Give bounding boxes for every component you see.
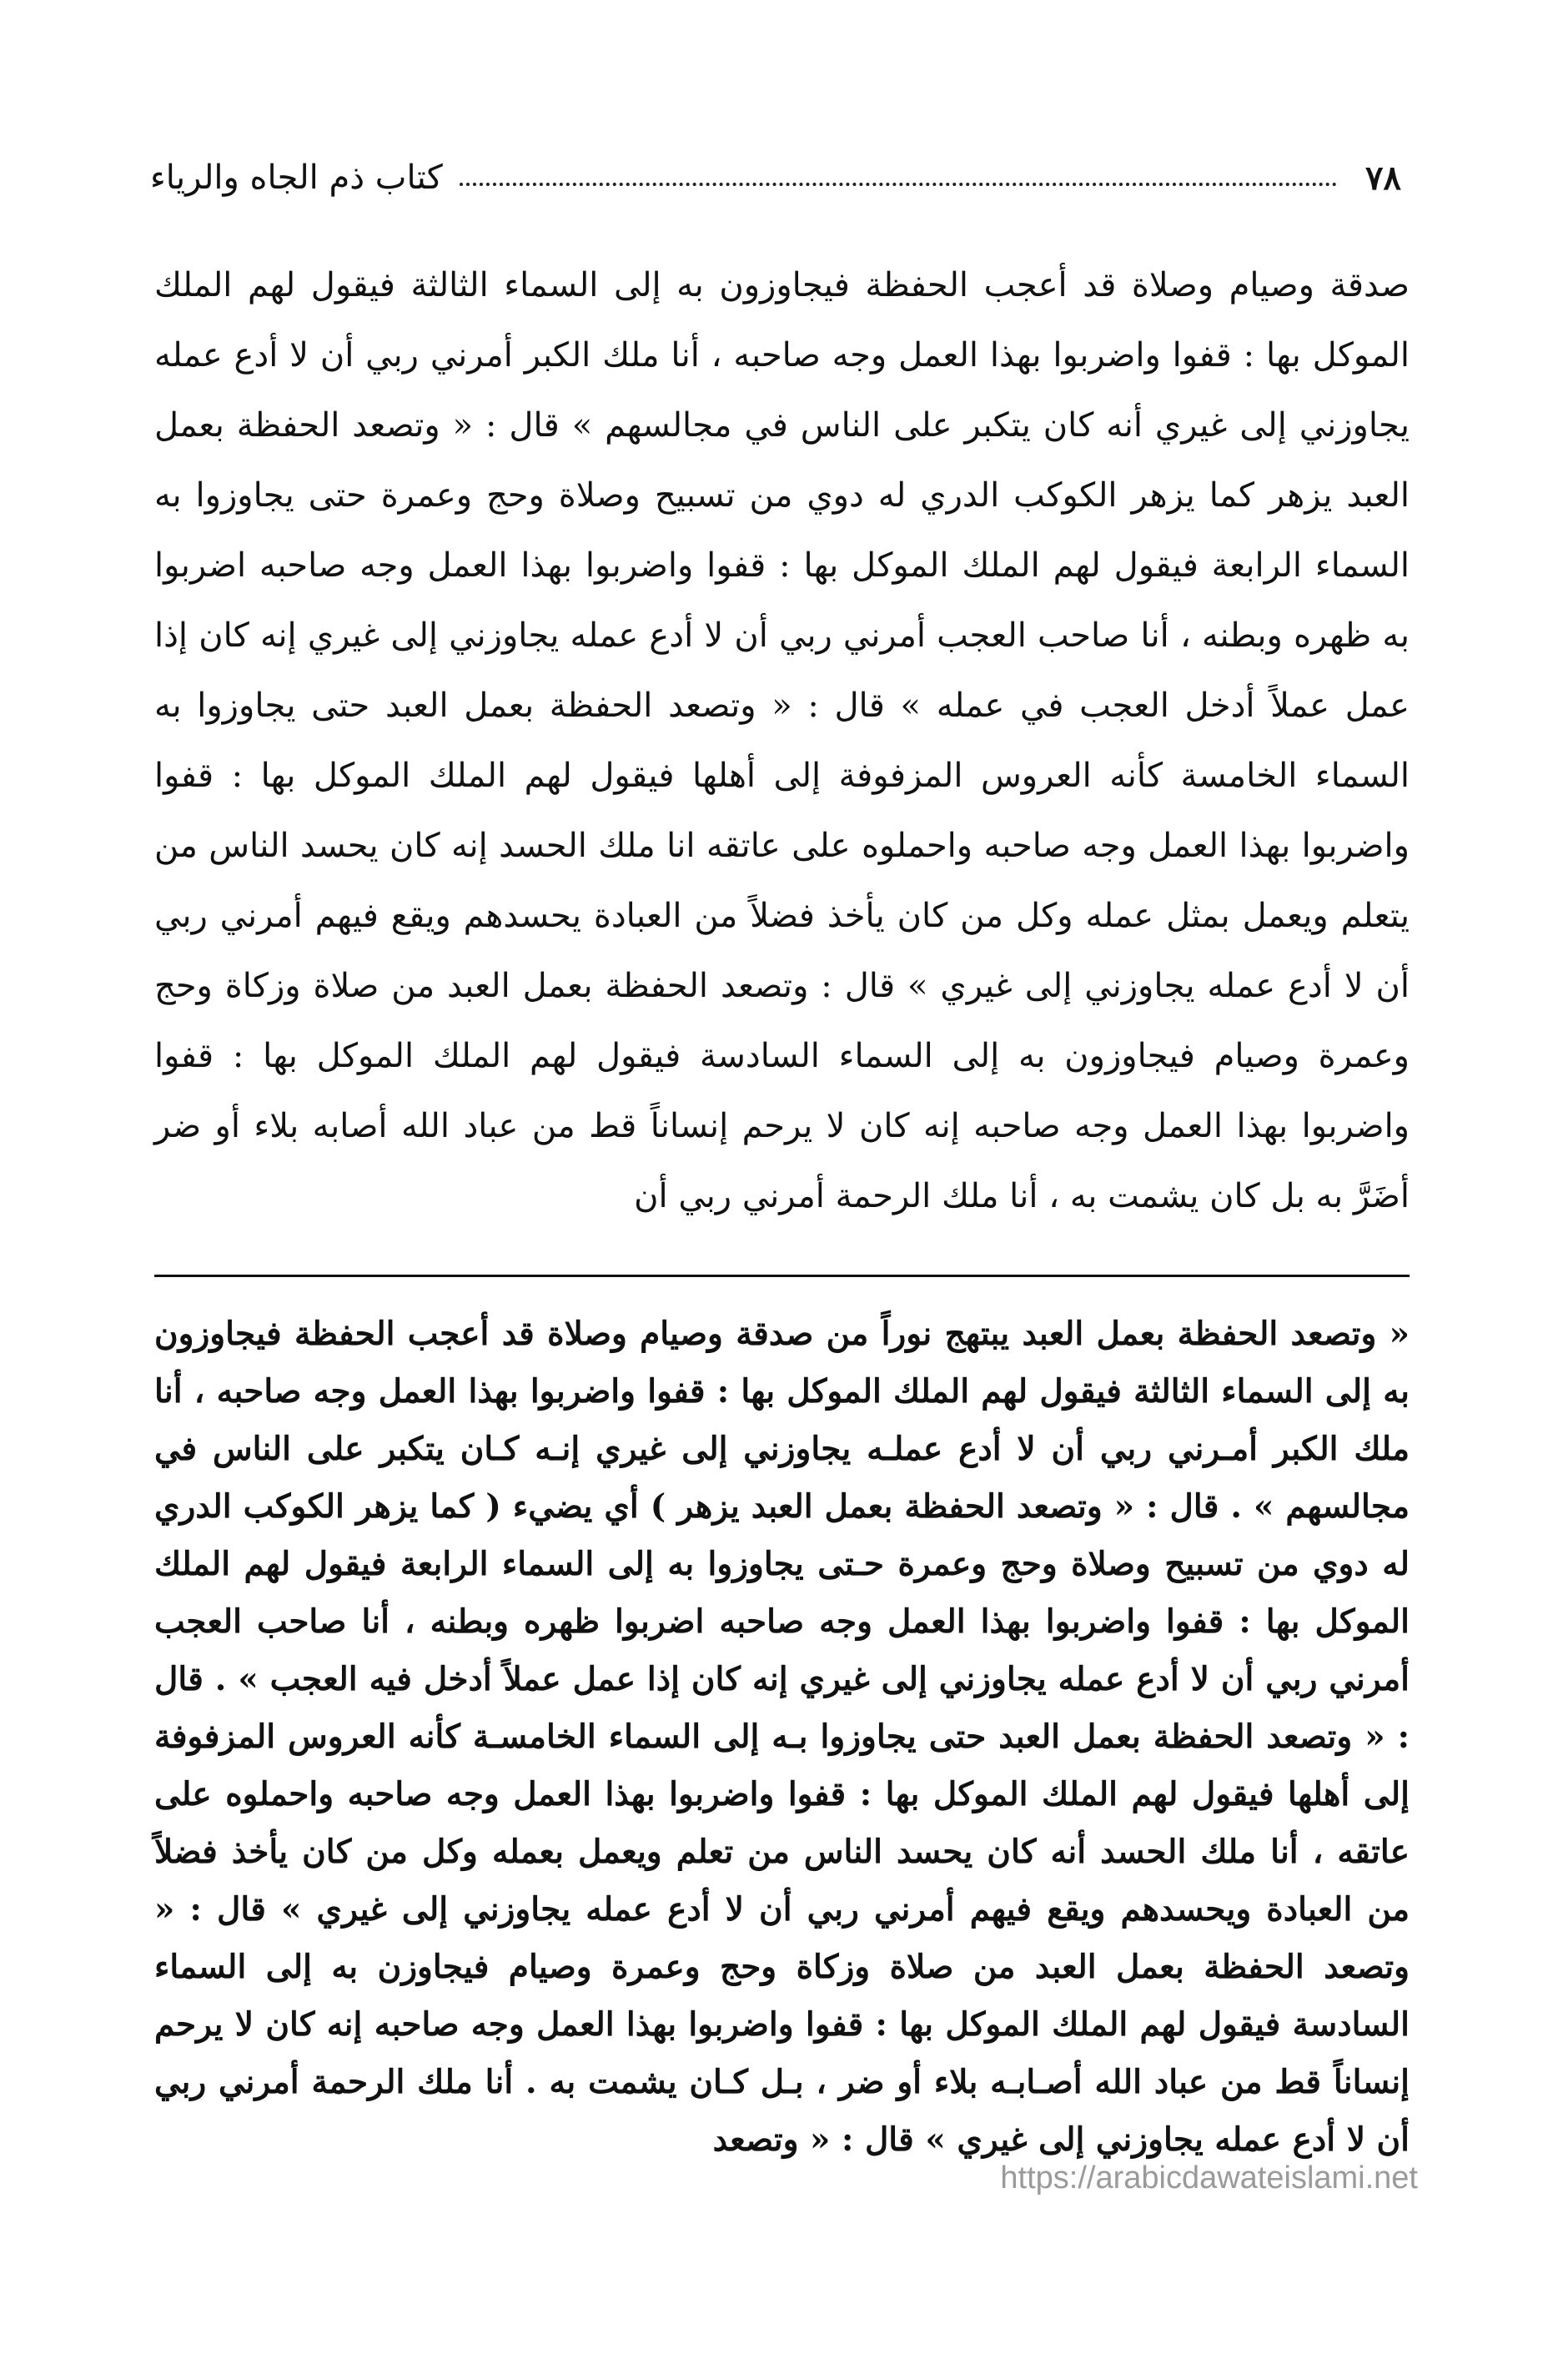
footnote-divider bbox=[154, 1275, 1410, 1277]
page-header bbox=[150, 148, 1401, 207]
running-title: كتاب ذم الجاه والرياء bbox=[150, 158, 443, 197]
header-dotted-leader bbox=[460, 183, 1337, 186]
main-paragraph: صدقة وصيام وصلاة قد أعجب الحفظة فيجاوزون به إلى السماء الثالثة فيقول لهم الملك الموكل بها : قفوا واضربوا بهذا العمل وجه صاحبه ، أنا ملك الكبر أمرني ربي أن لا أدع عمله يجاوزني إلى غيري أنه كان يتكبر على الناس في مجالسهم » قال : « وتصعد الحفظة بعمل العبد يزهر كما يزهر الكوكب الدري له دوي من تسبيح وصلاة وحج وعمرة حتى يجاوزوا به السماء الرابعة فيقول لهم الملك الموكل بها : قفوا واضربوا بهذا العمل وجه صاحبه اضربوا به ظهره وبطنه ، أنا صاحب العجب أمرني ربي أن لا أدع عمله يجاوزني إلى غيري إنه كان إذا عمل عملاً أدخل العجب في عمله » قال : « وتصعد الحفظة بعمل العبد حتى يجاوزوا به السماء الخامسة كأنه العروس المزفوفة إلى أهلها فيقول لهم الملك الموكل بها : قفوا واضربوا بهذا العمل وجه صاحبه واحملوه على عاتقه انا ملك الحسد إنه كان يحسد الناس من يتعلم ويعمل بمثل عمله وكل من كان يأخذ فضلاً من العبادة يحسدهم ويقع فيهم أمرني ربي أن لا أدع عمله يجاوزني إلى غيري » قال : وتصعد الحفظة بعمل العبد من صلاة وزكاة وحج وعمرة وصيام فيجاوزون به إلى السماء السادسة فيقول لهم الملك الموكل بها : قفوا واضربوا بهذا العمل وجه صاحبه إنه كان لا يرحم إنساناً قط من عباد الله أصابه بلاء أو ضر أضَرَّ به بل كان يشمت به ، أنا ملك الرحمة أمرني ربي أن bbox=[154, 266, 1410, 1215]
watermark-url: https://arabicdawateislami.net bbox=[1000, 2160, 1418, 2196]
page-number: ٧٨ bbox=[1365, 158, 1401, 198]
commentary-paragraph: « وتصعد الحفظة بعمل العبد يبتهج نوراً من صدقة وصيام وصلاة قد أعجب الحفظة فيجاوزون به إلى السماء الثالثة فيقول لهم الملك الموكل بها : قفوا واضربوا بهذا العمل وجه صاحبه ، أنا ملك الكبر أمـرني ربي أن لا أدع عملـه يجاوزني إلى غيري إنـه كـان يتكبر على الناس في مجالسهم » . قال : « وتصعد الحفظة بعمل العبد يزهر ) أي يضيء ( كما يزهر الكوكب الدري له دوي من تسبيح وصلاة وحج وعمرة حـتى يجاوزوا به إلى السماء الرابعة فيقول لهم الملك الموكل بها : قفوا واضربوا بهذا العمل وجه صاحبه اضربوا ظهره وبطنه ، أنا صاحب العجب أمرني ربي أن لا أدع عمله يجاوزني إلى غيري إنه كان إذا عمل عملاً أدخل فيه العجب » . قال : « وتصعد الحفظة بعمل العبد حتى يجاوزوا بـه إلى السماء الخامسـة كأنه العروس المزفوفة إلى أهلها فيقول لهم الملك الموكل بها : قفوا واضربوا بهذا العمل وجه صاحبه واحملوه على عاتقه ، أنا ملك الحسد أنه كان يحسد الناس من تعلم ويعمل بعمله وكل من كان يأخذ فضلاً من العبادة ويحسدهم ويقع فيهم أمرني ربي أن لا أدع عمله يجاوزني إلى غيري » قال : « وتصعد الحفظة بعمل العبد من صلاة وزكاة وحج وعمرة وصيام فيجاوزن به إلى السماء السادسة فيقول لهم الملك الموكل بها : قفوا واضربوا بهذا العمل وجه صاحبه إنه كان لا يرحم إنساناً قط من عباد الله أصـابـه بلاء أو ضر ، بـل كـان يشمت به . أنا ملك الرحمة أمرني ربي أن لا أدع عمله يجاوزني إلى غيري » قال : « وتصعد bbox=[154, 1315, 1410, 2159]
commentary-text bbox=[154, 1305, 1410, 2169]
main-text bbox=[154, 250, 1410, 1231]
